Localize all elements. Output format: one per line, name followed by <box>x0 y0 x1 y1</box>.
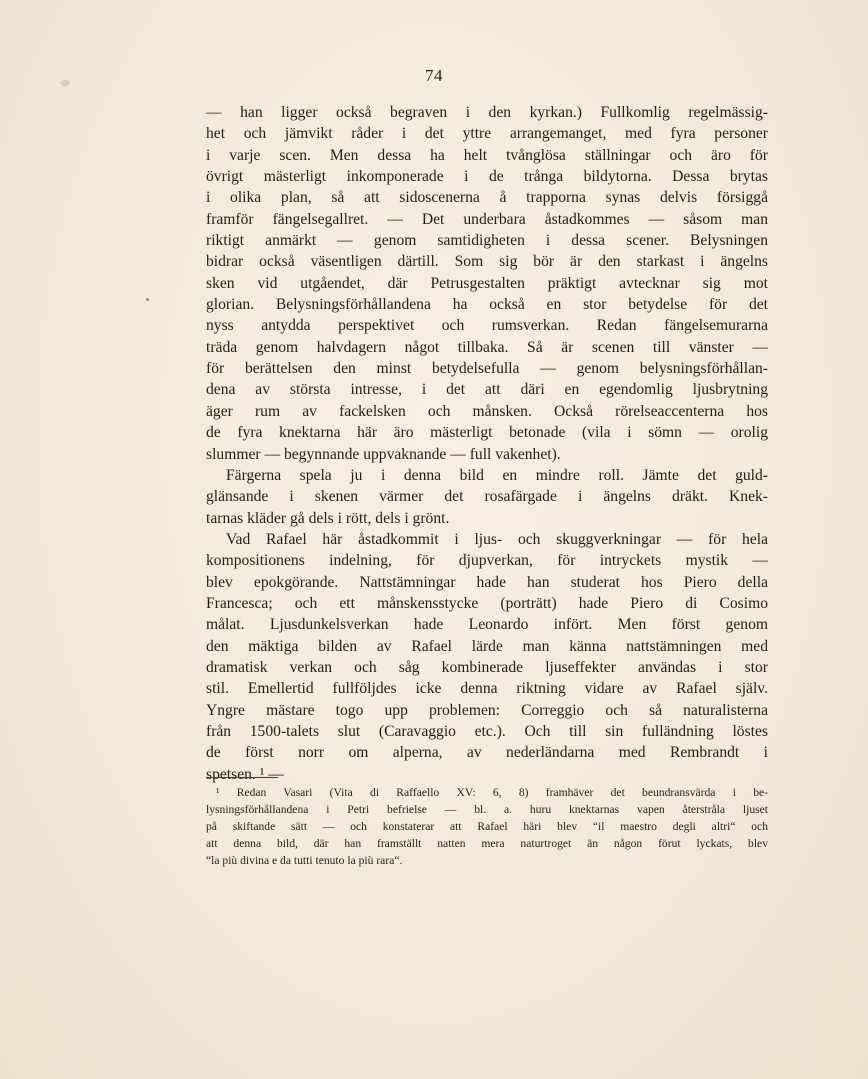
text-line: för berättelsen den minst betydelsefulla — genom belysningsförhållan- <box>206 360 768 378</box>
text-line: Yngre mästare togo upp problemen: Correggio och så naturalisterna <box>206 701 768 719</box>
text-line: målat. Ljusdunkelsverkan hade Leonardo infört. Men först genom <box>206 616 768 634</box>
text-line: kompositionens indelning, för djupverkan, för intryckets mystik — <box>206 552 768 570</box>
page-number: 74 <box>425 66 443 85</box>
footnote-line: lysningsförhållandena i Petri befrielse — bl. a. huru knektarnas vapen återstråla ljuset <box>206 803 768 817</box>
text-line: från 1500-talets slut (Caravaggio etc.). Och till sin fulländning löstes <box>206 722 768 740</box>
footnote-line: att denna bild, där han framställt natten mera naturtroget än någon förut lyckats, blev <box>206 837 768 851</box>
footnote-divider <box>206 777 278 778</box>
footnote-line: ¹ Redan Vasari (Vita di Raffaello XV: 6, 8) framhäver det beundransvärda i be- <box>216 786 768 799</box>
text-line: övrigt mästerligt inkomponerade i de trånga bildytorna. Dessa brytas <box>206 168 768 186</box>
text-line: träda genom halvdagern något tillbaka. Så är scenen till vänster — <box>206 338 768 356</box>
text-line: slummer — begynnande uppvaknande — full vakenhet). <box>206 445 561 463</box>
text-line: Vad Rafael här åstadkommit i ljus- och skuggverkningar — för hela <box>226 530 768 548</box>
text-line: tarnas kläder gå dels i rött, dels i grönt. <box>206 509 450 527</box>
text-line: i varje scen. Men dessa ha helt tvånglösa ställningar och äro för <box>206 146 768 164</box>
text-line: — han ligger också begraven i den kyrkan.) Fullkomlig regelmässig- <box>206 104 768 121</box>
footnote-line: på skiftande sätt — och konstaterar att Rafael häri blev “il maestro degli altri“ och <box>206 820 768 834</box>
text-line: de fyra knektarna här äro mästerligt betonade (vila i sömn — orolig <box>206 424 768 442</box>
footnote <box>206 784 768 869</box>
text-line: framför fängelsegallret. — Det underbara åstadkommes — såsom man <box>206 210 768 228</box>
body-text <box>206 102 768 785</box>
text-line: stil. Emellertid fullföljdes icke denna riktning vidare av Rafael själv. <box>206 680 768 698</box>
text-line: riktigt anmärkt — genom samtidigheten i dessa scener. Belysningen <box>206 232 768 250</box>
text-line: i olika plan, så att sidoscenerna å trapporna synas delvis försiggå <box>206 189 768 207</box>
text-line: glänsande i skenen värmer det rosafärgade i ängelns dräkt. Knek- <box>206 488 768 506</box>
text-line: sken vid utgåendet, där Petrusgestalten präktigt avtecknar sig mot <box>206 274 768 292</box>
text-line: het och jämvikt råder i det yttre arrangemanget, med fyra personer <box>206 125 768 143</box>
text-line: nyss antydda perspektivet och rumsverkan. Redan fängelsemurarna <box>206 317 768 335</box>
text-line: Francesca; och ett månskensstycke (porträtt) hade Piero di Cosimo <box>206 594 768 612</box>
text-line: dramatisk verkan och såg kombinerade ljuseffekter användas i stor <box>206 658 768 676</box>
text-line: Färgerna spela ju i denna bild en mindre roll. Jämte det guld- <box>226 466 768 484</box>
text-line: bidrar också väsentligen därtill. Som sig bör är den starkast i ängelns <box>206 253 768 271</box>
text-line: blev epokgörande. Nattstämningar hade han studerat hos Piero della <box>206 573 768 591</box>
footnote-line: “la più divina e da tutti tenuto la più rara“. <box>206 854 403 868</box>
text-line: den mäktiga bilden av Rafael lärde man känna nattstämningen med <box>206 637 768 655</box>
text-line: äger rum av fackelsken och månsken. Också rörelseaccenterna hos <box>206 402 768 420</box>
text-line: de först norr om alperna, av nederländarna med Rembrandt i <box>206 744 768 762</box>
text-line: spetsen. ¹ — <box>206 765 284 783</box>
text-line: dena av största intresse, i det att däri en egendomlig ljusbrytning <box>206 381 768 399</box>
paper-speck <box>146 298 149 301</box>
text-line: glorian. Belysningsförhållandena ha också en stor betydelse för det <box>206 296 768 314</box>
